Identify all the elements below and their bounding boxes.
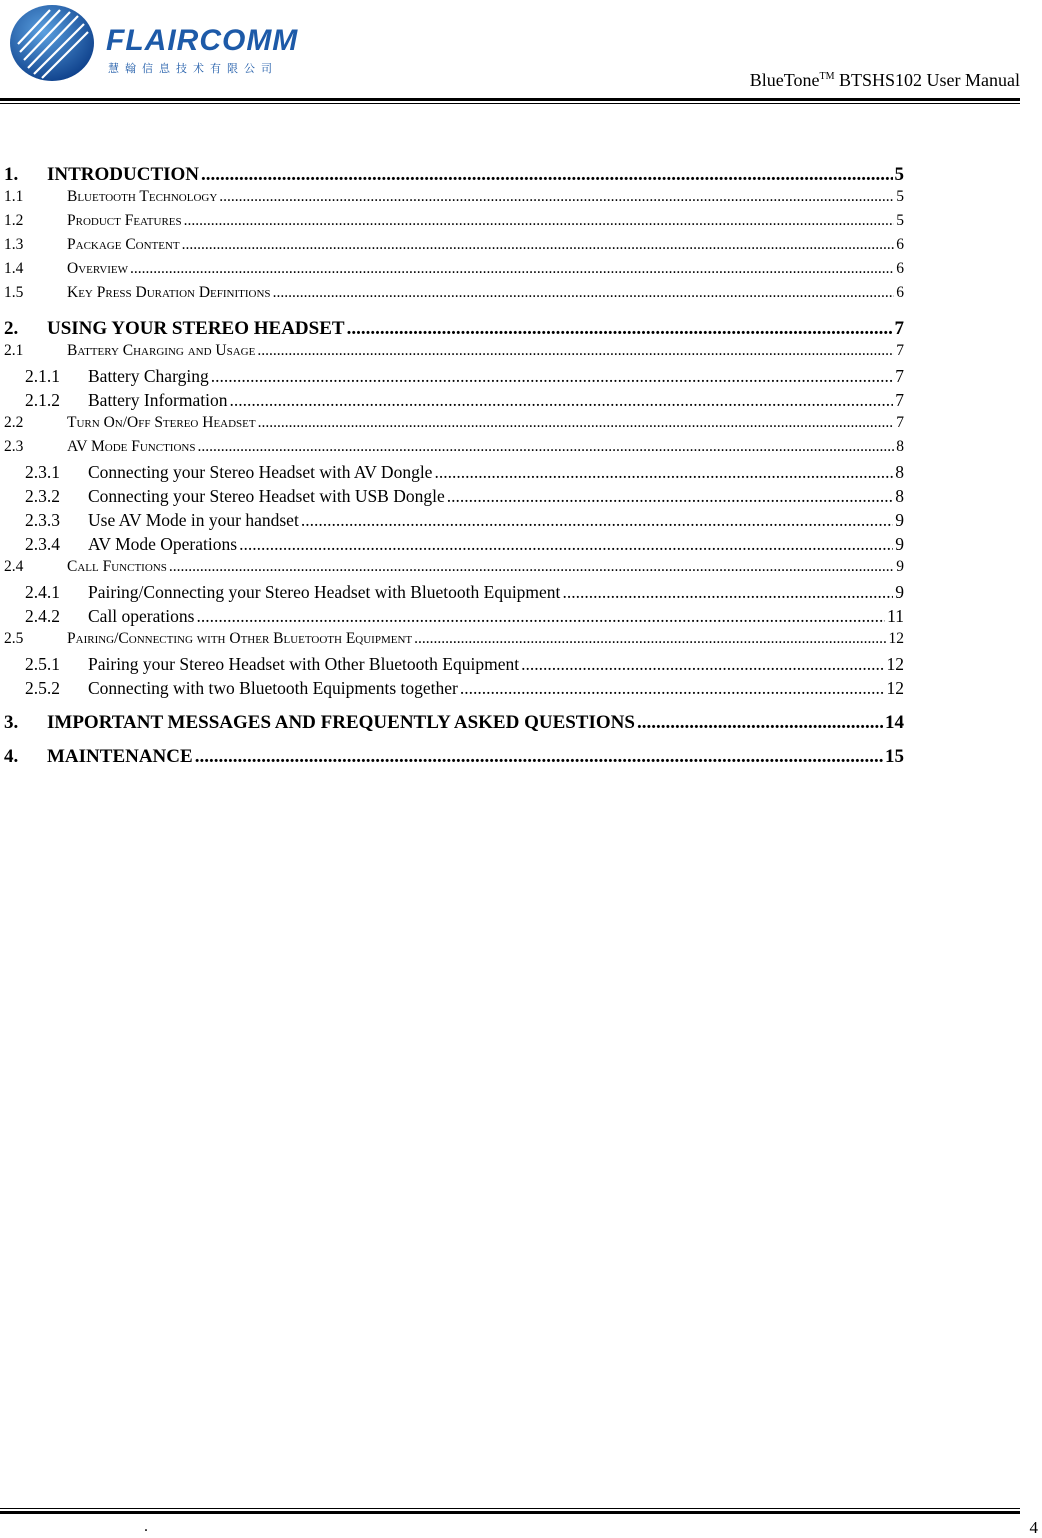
toc-entry-number: 2.3.3 — [25, 510, 60, 530]
table-of-contents — [4, 164, 904, 770]
toc-entry-number: 1. — [4, 164, 19, 185]
toc-entry-level3[interactable] — [4, 486, 904, 510]
footer-rule-thin — [0, 1508, 1020, 1509]
toc-entry-level2[interactable] — [4, 284, 904, 308]
toc-entry-title: Battery Information — [88, 390, 228, 410]
logo-subtitle-text: 慧翰信息技术有限公司 — [108, 62, 278, 75]
toc-entry-number: 1.3 — [4, 236, 24, 253]
toc-entry-number: 1.2 — [4, 212, 24, 229]
toc-entry-level2[interactable] — [4, 236, 904, 260]
toc-entry-level2[interactable] — [4, 188, 904, 212]
toc-entry-page: 9 — [895, 582, 904, 602]
header-manual-name: BTSHS102 User Manual — [834, 70, 1020, 90]
toc-entry-title: Package Content — [67, 236, 180, 253]
toc-dot-leader — [197, 438, 894, 456]
toc-entry-number: 2.5.2 — [25, 678, 60, 698]
toc-entry-page: 6 — [896, 260, 904, 277]
document-header-title — [750, 70, 1020, 91]
toc-entry-number: 2.2 — [4, 414, 24, 431]
toc-entry-level1[interactable] — [4, 318, 904, 342]
toc-entry-title: AV Mode Operations — [88, 534, 238, 554]
toc-entry-page: 12 — [886, 678, 904, 698]
toc-entry-number: 2.5 — [4, 630, 24, 647]
toc-entry-page: 11 — [887, 606, 904, 626]
toc-entry-title: AV Mode Functions — [67, 438, 196, 455]
toc-entry-level3[interactable] — [4, 678, 904, 702]
toc-entry-number: 2.4 — [4, 558, 24, 575]
toc-entry-page: 7 — [896, 342, 904, 359]
page-number: 4 — [1029, 1518, 1038, 1537]
toc-entry-level3[interactable] — [4, 390, 904, 414]
toc-entry-level3[interactable] — [4, 534, 904, 558]
toc-entry-page: 7 — [895, 390, 904, 410]
toc-entry-level2[interactable] — [4, 342, 904, 366]
toc-dot-leader — [273, 284, 895, 302]
toc-entry-title: Key Press Duration Definitions — [67, 284, 271, 301]
toc-entry-page: 7 — [896, 414, 904, 431]
toc-entry-title: Turn On/Off Stereo Headset — [67, 414, 256, 431]
toc-entry-title: Connecting your Stereo Headset with AV Dongle — [88, 462, 433, 482]
toc-entry-level2[interactable] — [4, 260, 904, 284]
toc-entry-level3[interactable] — [4, 654, 904, 678]
toc-entry-number: 2.3.1 — [25, 462, 60, 482]
company-logo — [8, 2, 318, 84]
toc-entry-number: 1.5 — [4, 284, 24, 301]
toc-dot-leader — [414, 630, 886, 648]
toc-entry-page: 5 — [896, 188, 904, 205]
toc-entry-title: Call Functions — [67, 558, 167, 575]
footer-rule-thick — [0, 1511, 1020, 1514]
toc-dot-leader — [182, 236, 895, 254]
toc-entry-title: MAINTENANCE — [47, 746, 193, 767]
toc-entry-title: Connecting with two Bluetooth Equipments together — [88, 678, 458, 698]
toc-dot-leader — [219, 188, 894, 206]
toc-dot-leader — [130, 260, 894, 278]
toc-entry-title: Use AV Mode in your handset — [88, 510, 299, 530]
toc-entry-level2[interactable] — [4, 438, 904, 462]
toc-dot-leader — [184, 212, 895, 230]
toc-entry-number: 2.5.1 — [25, 654, 60, 674]
toc-entry-title: INTRODUCTION — [47, 164, 200, 185]
toc-dot-leader — [211, 366, 894, 387]
toc-entry-page: 12 — [888, 630, 904, 647]
toc-dot-leader — [239, 534, 893, 555]
toc-entry-page: 6 — [896, 284, 904, 301]
toc-entry-number: 2.3 — [4, 438, 24, 455]
toc-entry-page: 8 — [895, 462, 904, 482]
toc-entry-page: 15 — [885, 746, 904, 767]
toc-entry-level3[interactable] — [4, 366, 904, 390]
header-rule-thick — [0, 98, 1020, 101]
toc-entry-level2[interactable] — [4, 414, 904, 438]
toc-entry-level2[interactable] — [4, 558, 904, 582]
toc-entry-level3[interactable] — [4, 462, 904, 486]
toc-entry-page: 9 — [896, 558, 904, 575]
logo-brand-text: FLAIRCOMM — [106, 24, 299, 57]
toc-entry-number: 3. — [4, 712, 19, 733]
toc-entry-title: USING YOUR STEREO HEADSET — [47, 318, 345, 339]
header-rule-thin — [0, 103, 1020, 104]
toc-entry-level3[interactable] — [4, 582, 904, 606]
toc-entry-title: Battery Charging and Usage — [67, 342, 256, 359]
toc-entry-page: 5 — [894, 164, 904, 185]
toc-dot-leader — [258, 414, 895, 432]
toc-entry-title: Pairing/Connecting your Stereo Headset with Bluetooth Equipment — [88, 582, 561, 602]
toc-entry-page: 7 — [895, 366, 904, 386]
toc-entry-level1[interactable] — [4, 164, 904, 188]
toc-entry-level1[interactable] — [4, 712, 904, 736]
toc-entry-level2[interactable] — [4, 630, 904, 654]
logo-emblem-icon — [8, 2, 100, 84]
toc-entry-title: Connecting your Stereo Headset with USB Dongle — [88, 486, 445, 506]
toc-entry-level2[interactable] — [4, 212, 904, 236]
toc-dot-leader — [562, 582, 893, 603]
header-brand: BlueTone — [749, 70, 820, 90]
toc-entry-number: 2.4.1 — [25, 582, 60, 602]
trademark-mark: TM — [819, 71, 835, 82]
toc-dot-leader — [169, 558, 894, 576]
toc-entry-number: 2.1.2 — [25, 390, 60, 410]
toc-entry-title: IMPORTANT MESSAGES AND FREQUENTLY ASKED QUESTIONS — [47, 712, 635, 733]
toc-entry-level3[interactable] — [4, 606, 904, 630]
toc-entry-page: 5 — [896, 212, 904, 229]
toc-entry-level3[interactable] — [4, 510, 904, 534]
toc-entry-page: 8 — [895, 486, 904, 506]
toc-entry-number: 2.1 — [4, 342, 24, 359]
toc-entry-page: 9 — [895, 510, 904, 530]
toc-entry-page: 14 — [885, 712, 904, 733]
toc-dot-leader — [434, 462, 893, 483]
toc-entry-number: 2.1.1 — [25, 366, 60, 386]
toc-entry-page: 6 — [896, 236, 904, 253]
toc-entry-number: 1.1 — [4, 188, 24, 205]
toc-dot-leader — [257, 342, 894, 360]
toc-entry-title: Product Features — [67, 212, 182, 229]
footer-dot: . — [144, 1518, 148, 1535]
toc-entry-number: 1.4 — [4, 260, 24, 277]
toc-entry-title: Overview — [67, 260, 129, 277]
toc-entry-page: 9 — [895, 534, 904, 554]
toc-entry-number: 2.3.4 — [25, 534, 60, 554]
toc-entry-number: 4. — [4, 746, 19, 767]
toc-entry-page: 7 — [894, 318, 904, 339]
toc-entry-title: Bluetooth Technology — [67, 188, 218, 205]
toc-dot-leader — [460, 678, 885, 699]
toc-dot-leader — [347, 318, 893, 340]
toc-dot-leader — [195, 746, 883, 768]
toc-dot-leader — [521, 654, 884, 675]
toc-entry-title: Battery Charging — [88, 366, 209, 386]
toc-dot-leader — [196, 606, 885, 627]
toc-entry-level1[interactable] — [4, 746, 904, 770]
toc-entry-title: Call operations — [88, 606, 195, 626]
toc-dot-leader — [447, 486, 893, 507]
toc-entry-page: 12 — [886, 654, 904, 674]
toc-dot-leader — [637, 712, 883, 734]
toc-dot-leader — [229, 390, 893, 411]
toc-dot-leader — [201, 164, 892, 186]
toc-entry-number: 2.3.2 — [25, 486, 60, 506]
toc-entry-number: 2. — [4, 318, 19, 339]
toc-entry-page: 8 — [896, 438, 904, 455]
toc-entry-title: Pairing/Connecting with Other Bluetooth Equipment — [67, 630, 413, 647]
toc-dot-leader — [301, 510, 893, 531]
toc-entry-number: 2.4.2 — [25, 606, 60, 626]
toc-entry-title: Pairing your Stereo Headset with Other Bluetooth Equipment — [88, 654, 520, 674]
